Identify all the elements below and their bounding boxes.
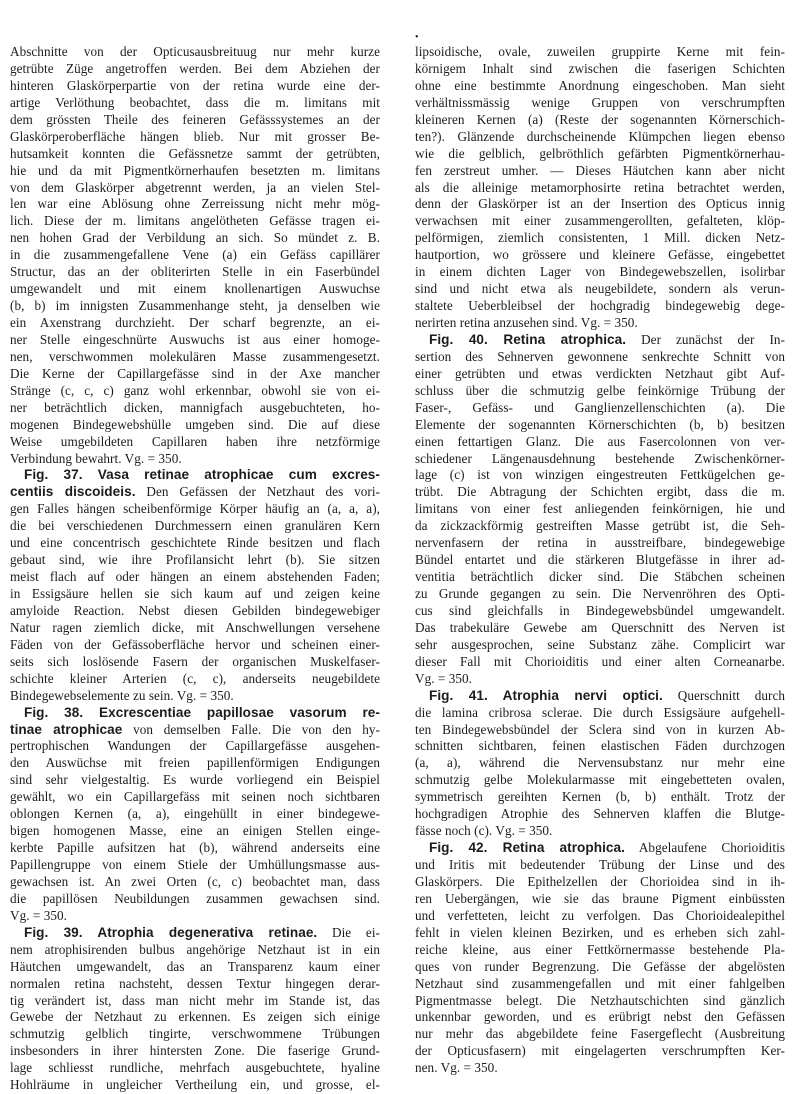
line-text: einen fettartigen Glanz. Die aus Fasercolonnen von ver- xyxy=(415,433,785,449)
text-line xyxy=(10,451,380,468)
line-text: Abgelaufene Chorioiditis xyxy=(624,840,785,856)
text-line xyxy=(415,993,785,1010)
text-line xyxy=(415,230,785,247)
text-line xyxy=(415,654,785,671)
text-line xyxy=(10,535,380,552)
figure-heading: Fig. 37. Vasa retinae atrophicae cum excres- xyxy=(24,467,380,483)
text-line xyxy=(10,383,380,400)
line-text: hie und da mit Pigmentkörnerhaufen besetzten m. limitans xyxy=(10,162,380,178)
line-text: Glaskörpers. Die Epithelzellen der Chorioidea sind in ih- xyxy=(415,873,785,889)
line-text: ren Uebergängen, wie sie das braune Pigment einbüssten xyxy=(415,890,785,906)
line-text: Vg. = 350. xyxy=(10,907,68,923)
line-text: die papillösen Neubildungen zusammen gewachsen sind. xyxy=(10,890,380,906)
line-text: unkennbar geworden, und es erübrigt nebst den Gefässen xyxy=(415,1009,785,1025)
line-text: ten?). Glänzende durchscheinende Klümpchen liegen ebenso xyxy=(415,128,785,144)
text-line xyxy=(10,298,380,315)
text-line xyxy=(415,1060,785,1077)
text-line xyxy=(10,400,380,417)
text-line xyxy=(10,738,380,755)
text-line xyxy=(10,434,380,451)
line-text: reiche kleine, aus einer Fettkörnermasse bestehende Pla- xyxy=(415,941,785,957)
line-text: schluss über die schmutzig gelbe feinkörnige Trübung der xyxy=(415,382,785,398)
text-line xyxy=(415,1009,785,1026)
line-text: sertion des Sehnerven gewonnene senkrechte Schnitt von xyxy=(415,348,785,364)
line-text: nen hohen Grad der Verbildung an sich. So mündet z. B. xyxy=(10,230,380,246)
line-text: amyloide Reaction. Nebst diesen Gebilden bindegewebiger xyxy=(10,602,380,618)
text-line xyxy=(10,908,380,925)
text-line xyxy=(415,163,785,180)
text-line xyxy=(415,213,785,230)
line-text: Weise umgebildeten Capillaren haben ihre netzförmige xyxy=(10,433,380,449)
text-line xyxy=(415,569,785,586)
line-text: Bindegewebselemente zu sein. Vg. = 350. xyxy=(10,687,234,703)
line-text: nen, verschwommen molekulären Masse zusammengesetzt. xyxy=(10,348,380,364)
text-line xyxy=(415,603,785,620)
line-text: ten Bindegewebsbündel der Sclera sind von in kurzen Ab- xyxy=(415,721,785,737)
line-text: Papillengruppe von einem Stiele der Umhüllungsmasse aus- xyxy=(10,857,380,872)
text-line xyxy=(415,281,785,298)
text-line xyxy=(415,772,785,789)
line-text: ventitia beträchtlich dicker sind. Die Stäbchen scheinen xyxy=(415,569,785,585)
text-line xyxy=(415,722,785,739)
text-line xyxy=(415,840,785,857)
text-line xyxy=(415,44,785,61)
line-text: staltete Ueberbleibsel der hochgradig bindegewebig dege- xyxy=(415,298,785,314)
line-text: in Essigsäure hellen sie sich kaum auf und zeigen keine xyxy=(10,586,380,601)
text-line xyxy=(415,942,785,959)
text-line xyxy=(415,535,785,552)
text-line xyxy=(415,467,785,484)
text-line xyxy=(10,823,380,840)
text-line xyxy=(415,264,785,281)
line-text: gebaut sind, wie ihre Profilansicht lehrt (b). Sie sitzen xyxy=(10,552,380,568)
text-line xyxy=(10,112,380,129)
line-text: Glaskörperoberfläche hängen blieb. Nur mit grosser Be- xyxy=(10,128,380,144)
line-text: Natur ragen ziemlich dicke, mit Anschwellungen versehene xyxy=(10,619,380,635)
text-line xyxy=(415,112,785,129)
line-text: umgewandelt und mit einem knollenartigen Auswuchse xyxy=(10,281,380,297)
line-text: hinteren Glaskörperpartie von der retina wurde eine der- xyxy=(10,77,380,93)
text-line xyxy=(10,163,380,180)
line-text: Bündel entartet und die stärkeren Blutgefässe in ihrer ad- xyxy=(415,552,785,568)
text-line xyxy=(10,976,380,993)
text-line xyxy=(415,95,785,112)
line-text: (a, a), während die Nervensubstanz nur mehr eine xyxy=(415,755,785,771)
text-line xyxy=(415,383,785,400)
text-line xyxy=(415,1043,785,1060)
line-text: lipsoidische, ovale, zuweilen gruppirte Kerne mit fein- xyxy=(415,44,785,59)
line-text: Das trabekuläre Gewebe am Querschnitt des Nerven ist xyxy=(415,619,785,635)
text-line xyxy=(10,146,380,163)
text-line xyxy=(10,196,380,213)
text-line xyxy=(415,738,785,755)
line-text: verwachsen mit einer zusammengerollten, gefalteten, klöp- xyxy=(415,213,785,229)
line-text: Vg. = 350. xyxy=(415,670,473,686)
text-line xyxy=(10,1009,380,1026)
line-text: mogenen Bindegewebshülle umgeben sind. Die auf diese xyxy=(10,416,380,432)
line-text: lage (c) ist von winzigen eingestreuten Fettkügelchen ge- xyxy=(415,467,785,483)
text-line xyxy=(415,315,785,332)
line-text: sind und nicht etwa als neugebildete, sondern als verun- xyxy=(415,281,785,297)
text-line xyxy=(415,806,785,823)
text-line xyxy=(415,451,785,468)
line-text: Netzhaut sind zusammengefallen und mit einer fahlgelben xyxy=(415,975,785,991)
figure-heading: Fig. 41. Atrophia nervi optici. xyxy=(429,687,663,703)
line-text: Häutchen umgewandelt, das an Transparenz kaum einer xyxy=(10,958,380,974)
line-text: nen. Vg. = 350. xyxy=(415,1060,498,1076)
text-line xyxy=(10,230,380,247)
line-text: seits sich loslösende Fasern der organischen Muskelfaser- xyxy=(10,653,380,669)
text-line xyxy=(10,467,380,484)
text-line xyxy=(10,95,380,112)
line-text: hochgradigen Atrophie des Sehnerven klaffen die Blutge- xyxy=(415,806,785,822)
line-text: Gewebe der Netzhaut zu erkennen. Es zeigen sich einige xyxy=(10,1009,380,1025)
text-line xyxy=(10,654,380,671)
text-line xyxy=(415,180,785,197)
line-text: sind sehr vielgestaltig. Es wurde vorliegend ein Beispiel xyxy=(10,772,380,788)
text-line xyxy=(415,298,785,315)
text-line xyxy=(10,129,380,146)
text-line xyxy=(10,806,380,823)
text-line xyxy=(415,925,785,942)
line-text: dem grössten Theile des feineren Gefässsystemes an der xyxy=(10,111,380,127)
text-line xyxy=(10,484,380,501)
text-line xyxy=(10,840,380,857)
line-text: zu Grunde gegangen zu sein. Die Nervenröhren des Opti- xyxy=(415,586,785,601)
text-line xyxy=(10,247,380,264)
text-line xyxy=(10,789,380,806)
stray-print-mark: • xyxy=(415,32,419,43)
line-text: nem atrophisirenden bulbus angehörige Netzhaut ist in ein xyxy=(10,941,380,957)
line-text: limitans von einer fest anliegenden feinkörnigen, hie und xyxy=(415,501,785,517)
text-line xyxy=(415,688,785,705)
line-text: Verbindung bewahrt. Vg. = 350. xyxy=(10,450,182,466)
line-text: ein Axenstrang durchzieht. Der scharf begrenzte, an ei- xyxy=(10,315,380,330)
text-line xyxy=(10,722,380,739)
line-text: lich. Diese der m. limitans angelötheten Gefässe tragen ei- xyxy=(10,213,380,229)
text-line xyxy=(415,976,785,993)
text-line xyxy=(10,518,380,535)
line-text: getrübte Züge angetroffen werden. Bei dem Abziehen der xyxy=(10,60,380,76)
text-line xyxy=(10,180,380,197)
text-line xyxy=(415,349,785,366)
line-text: als die alleinige metamorphosirte retina betrachtet werden, xyxy=(415,179,785,195)
text-line xyxy=(10,78,380,95)
text-line xyxy=(10,942,380,959)
line-text: den Auswüchse mit freien papillenförmigen Endigungen xyxy=(10,755,380,771)
text-line xyxy=(415,1026,785,1043)
text-line xyxy=(415,959,785,976)
text-line xyxy=(10,1026,380,1043)
text-line xyxy=(10,61,380,78)
line-text: gen Falles hängen scheibenförmige Körper häufig an (a, a, a), xyxy=(10,501,380,517)
line-text: dieser Fall mit Chorioiditis und einer alten Corneanarbe. xyxy=(415,653,785,669)
line-text: da zickzackförmig gestreiften Masse getrübt ist, die Seh- xyxy=(415,518,785,534)
line-text: pelförmigen, ziemlich consistenten, 1 Mill. dicken Netz- xyxy=(415,230,785,246)
text-line xyxy=(415,366,785,383)
line-text: gewählt, wo ein Capillargefäss mit seinen noch sichtbaren xyxy=(10,789,380,805)
line-text: trübt. Die Abtragung der Schichten ergibt, dass die m. xyxy=(415,484,785,500)
text-line xyxy=(415,891,785,908)
text-line xyxy=(10,671,380,688)
line-text: denn der Glaskörper ist an der Insertion des Opticus innig xyxy=(415,196,785,212)
text-line xyxy=(415,857,785,874)
text-line xyxy=(10,213,380,230)
text-line xyxy=(10,332,380,349)
text-line xyxy=(415,637,785,654)
text-line xyxy=(10,620,380,637)
text-line xyxy=(10,891,380,908)
line-text: gewachsen ist. An zwei Orten (c, c) beobachtet man, dass xyxy=(10,873,380,889)
text-line xyxy=(10,925,380,942)
line-text: die bei verschiedenen Durchmessern einen granulären Kern xyxy=(10,518,380,534)
text-line xyxy=(415,247,785,264)
text-line xyxy=(10,959,380,976)
line-text: ner beträchtlich dicken, mannigfach ausgebuchteten, ho- xyxy=(10,399,380,415)
text-line xyxy=(10,1077,380,1094)
line-text: die lamina cribrosa sclerae. Die durch Essigsäure aufgehell- xyxy=(415,704,785,720)
figure-heading: tinae atrophicae xyxy=(10,721,123,737)
line-text: in einem dichten Lager von Bindegewebszellen, isolirbar xyxy=(415,264,785,280)
line-text: bigen homogenen Masse, eine an einigen Stellen einge- xyxy=(10,823,380,839)
text-line xyxy=(10,874,380,891)
text-line xyxy=(415,518,785,535)
line-text: kerbte Papille aufsitzen hat (b), während anderseits eine xyxy=(10,840,380,856)
line-text: fässe noch (c). Vg. = 350. xyxy=(415,823,553,839)
line-text: cus sind gleichfalls in Bindegewebsbündel umgewandelt. xyxy=(415,602,785,618)
line-text: schmutzig gelblich tingirte, verschwommene Trübungen xyxy=(10,1026,380,1042)
line-text: Der zunächst der In- xyxy=(626,331,785,347)
line-text: len war eine Ablösung ohne Zerreissung nicht mehr mög- xyxy=(10,196,380,212)
line-text: ner Stelle eingeschnürte Auswuchs ist aus einer homoge- xyxy=(10,331,380,347)
line-text: Querschnitt durch xyxy=(662,687,785,703)
text-line xyxy=(415,196,785,213)
line-text: Den Gefässen der Netzhaut des vori- xyxy=(135,484,380,500)
line-text: ohne eine bestimmte Anordnung eingeschoben. Man sieht xyxy=(415,77,785,93)
line-text: und Iritis mit bedeutender Trübung der Linse und des xyxy=(415,857,785,872)
figure-heading: Fig. 40. Retina atrophica. xyxy=(429,331,627,347)
text-line xyxy=(415,332,785,349)
text-line xyxy=(415,417,785,434)
text-line xyxy=(10,552,380,569)
line-text: pertrophischen Wandungen der Capillargefässe ausgehen- xyxy=(10,738,380,754)
text-line xyxy=(10,755,380,772)
text-line xyxy=(415,755,785,772)
line-text: kleineren Kernen (a) (Reste der sogenannten Körnerschich- xyxy=(415,111,785,127)
line-text: oblongen Kernen (a, a), eingehüllt in einer bindegewe- xyxy=(10,806,380,822)
text-line xyxy=(10,688,380,705)
text-line xyxy=(415,400,785,417)
text-line xyxy=(10,315,380,332)
text-line xyxy=(415,552,785,569)
text-line xyxy=(10,366,380,383)
text-line xyxy=(415,705,785,722)
text-line xyxy=(415,823,785,840)
figure-heading: Fig. 39. Atrophia degenerativa retinae. xyxy=(24,924,318,940)
line-text: symmetrisch gereihten Kernen (b, b) enthält. Trotz der xyxy=(415,789,785,805)
right-text-column xyxy=(415,44,785,1077)
text-line xyxy=(415,78,785,95)
line-text: artige Verlöthung beobachtet, dass die m. limitans mit xyxy=(10,94,380,110)
line-text: sehr ausgesprochen, seine Substanz zähe. Complicirt war xyxy=(415,636,785,652)
line-text: fehlt in vielen kleinen Bezirken, und es erheben sich zahl- xyxy=(415,924,785,940)
text-line xyxy=(415,129,785,146)
line-text: ques von runder Begrenzung. Die Gefässe der abgelösten xyxy=(415,958,785,974)
text-line xyxy=(10,501,380,518)
text-line xyxy=(10,993,380,1010)
line-text: (b, b) im innigsten Zusammenhange steht, ja denselben wie xyxy=(10,298,380,314)
line-text: in die zusammengefallene Vene (a) ein Gefäss capillärer xyxy=(10,247,380,263)
line-text: hutsamkeit konnten die Gefässnetze sammt der getrübten, xyxy=(10,145,380,161)
line-text: von dem Glaskörper abgetrennt werden, ja an vielen Stel- xyxy=(10,179,380,195)
text-line xyxy=(10,857,380,874)
text-line xyxy=(10,637,380,654)
line-text: nerirten retina anzusehen sind. Vg. = 350. xyxy=(415,315,638,330)
line-text: hautportion, wo grössere und kleinere Gefässe, eingebettet xyxy=(415,247,785,263)
text-line xyxy=(10,705,380,722)
figure-heading: Fig. 38. Excrescentiae papillosae vasorum re- xyxy=(24,704,380,720)
line-text: einer getrübten und etwas verdickten Netzhaut gibt Auf- xyxy=(415,365,785,381)
text-line xyxy=(10,44,380,61)
text-line xyxy=(10,569,380,586)
text-line xyxy=(415,484,785,501)
text-line xyxy=(415,434,785,451)
line-text: nur mehr das abgebildete feine Fasergeflecht (Ausbreitung xyxy=(415,1026,785,1042)
text-line xyxy=(10,349,380,366)
text-line xyxy=(10,1043,380,1060)
line-text: fen zerstreut umher. — Dieses Häutchen kann aber nicht xyxy=(415,162,785,178)
line-text: Stränge (c, c, c) ganz wohl erkennbar, obwohl sie von ei- xyxy=(10,382,380,398)
line-text: schiedener Längenausdehnung bestehende Zwischenkörner- xyxy=(415,450,785,466)
line-text: schichte kleiner Arterien (c, c), anderseits neugebildete xyxy=(10,670,380,686)
text-line xyxy=(415,61,785,78)
line-text: Fäden von der Gefässoberfläche hervor und scheinen einer- xyxy=(10,636,380,652)
line-text: Die Kerne der Capillargefässe sind in der Axe mancher xyxy=(10,365,380,381)
figure-heading: centiis discoideis. xyxy=(10,484,136,500)
line-text: Faser-, Gefäss- und Ganglienzellenschichten (a). Die xyxy=(415,399,785,415)
line-text: meist flach auf oder hängen an einem abstehenden Faden; xyxy=(10,569,380,585)
text-line xyxy=(10,1060,380,1077)
text-line xyxy=(10,417,380,434)
text-line xyxy=(415,146,785,163)
left-text-column xyxy=(10,44,380,1094)
line-text: verhältnissmässig wenige Gruppen von verschrumpften xyxy=(415,94,785,110)
text-line xyxy=(415,874,785,891)
line-text: körnigem Inhalt sind zwischen die faserigen Schichten xyxy=(415,60,785,76)
line-text: schmutzig gelbe Molekularmasse mit eingebetteten ovalen, xyxy=(415,772,785,788)
text-line xyxy=(10,264,380,281)
line-text: Hohlräume in ungleicher Vertheilung ein, und grosse, el- xyxy=(10,1077,380,1093)
line-text: tig verändert ist, dass man nicht mehr im Stande ist, das xyxy=(10,992,380,1008)
text-line xyxy=(415,671,785,688)
text-line xyxy=(10,281,380,298)
text-line xyxy=(415,501,785,518)
text-line xyxy=(10,772,380,789)
line-text: von demselben Falle. Die von den hy- xyxy=(122,721,380,737)
text-line xyxy=(415,908,785,925)
figure-heading: Fig. 42. Retina atrophica. xyxy=(429,840,625,856)
line-text: Structur, das an der obliterirten Stelle in ein Faserbündel xyxy=(10,264,380,280)
line-text: normalen retina nachsteht, dessen Textur hingegen derar- xyxy=(10,975,380,991)
line-text: Die ei- xyxy=(317,924,380,940)
line-text: insbesonders in ihrer hintersten Zone. Die faserige Grund- xyxy=(10,1043,380,1059)
line-text: Pigmentmasse belegt. Die Netzhautschichten sind gänzlich xyxy=(415,992,785,1008)
line-text: und verfetteten, leicht zu verfolgen. Das Chorioidealepithel xyxy=(415,907,785,923)
line-text: schnitten sichtbaren, feinen elastischen Fäden durchzogen xyxy=(415,738,785,754)
line-text: wie die gelblich, gelbröthlich gefärbten Pigmentkörnerhau- xyxy=(415,145,785,161)
text-line xyxy=(415,586,785,603)
line-text: der Opticusfasern) mit eingelagerten verschrumpften Ker- xyxy=(415,1043,785,1059)
text-line xyxy=(415,620,785,637)
line-text: nervenfasern der retina in ausstreifbare, bindegewebige xyxy=(415,535,785,551)
line-text: und eine concentrisch geschichtete Rinde besitzen und flach xyxy=(10,535,380,551)
text-line xyxy=(10,603,380,620)
line-text: Abschnitte von der Opticusausbreituug nur mehr kurze xyxy=(10,44,380,59)
text-line xyxy=(415,789,785,806)
line-text: lage schliesst rundliche, mehrfach ausgebuchtete, hyaline xyxy=(10,1060,380,1076)
line-text: Elemente der sogenannten Körnerschichten (b, b) besitzen xyxy=(415,416,785,432)
text-line xyxy=(10,586,380,603)
